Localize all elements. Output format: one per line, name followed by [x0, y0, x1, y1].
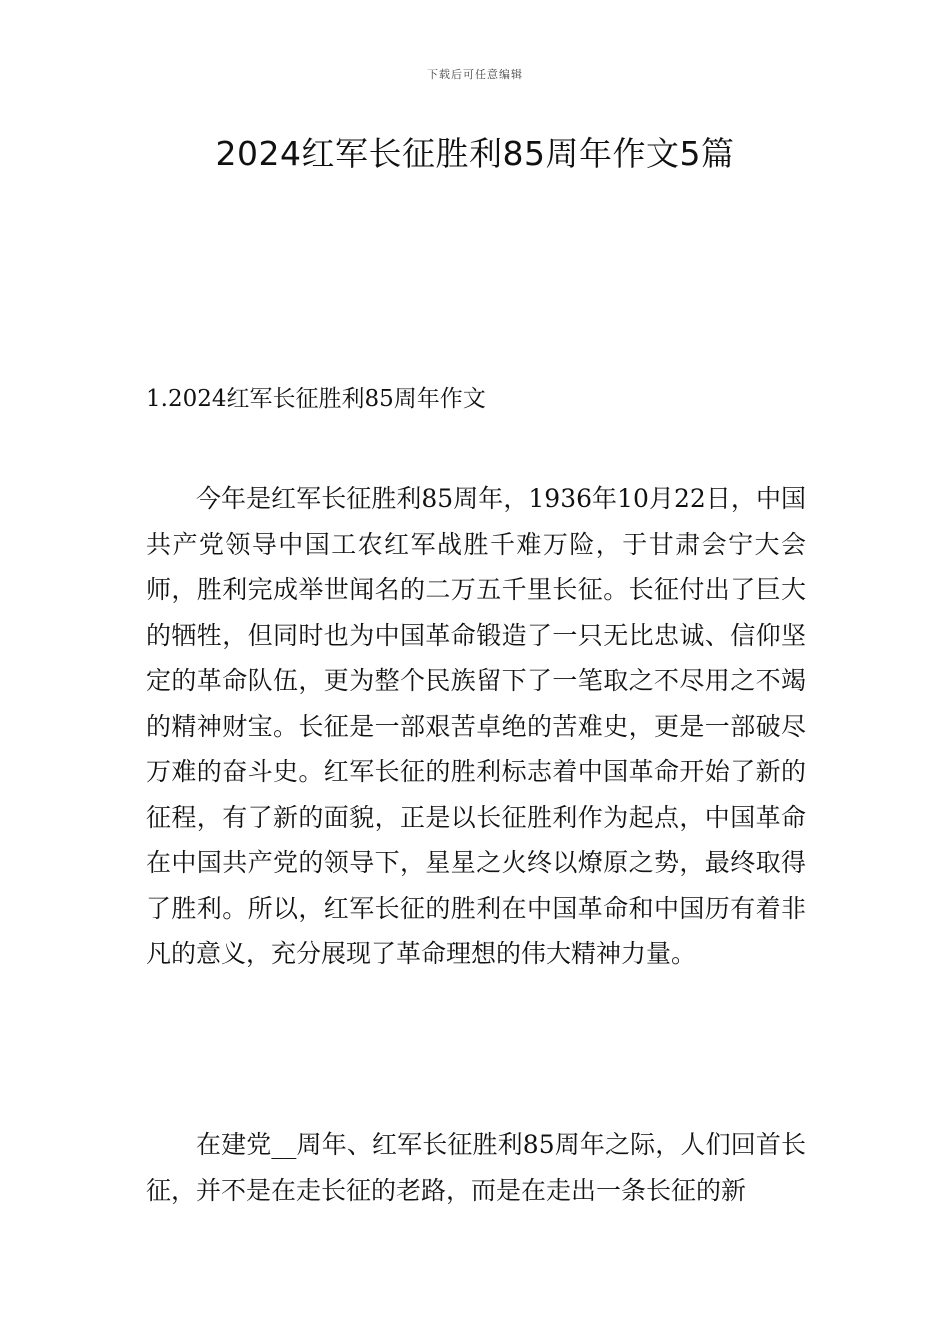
section-heading: 1.2024红军长征胜利85周年作文	[146, 386, 486, 412]
body-paragraph-2: 在建党__周年、红军长征胜利85周年之际，人们回首长征，并不是在走长征的老路，而是在走出一条长征的新	[146, 1130, 806, 1205]
header-note: 下载后可任意编辑	[427, 68, 523, 81]
body-paragraph-1: 今年是红军长征胜利85周年，1936年10月22日，中国共产党领导中国工农红军战胜千难万险，于甘肃会宁大会师，胜利完成举世闻名的二万五千里长征。长征付出了巨大的牺牲，但同时也为中国革命锻造了一只无比忠诚、信仰坚定的革命队伍，更为整个民族留下了一笔取之不尽用之不竭的精神财宝。长征是一部艰苦卓绝的苦难史，更是一部破尽万难的奋斗史。红军长征的胜利标志着中国革命开始了新的征程，有了新的面貌，正是以长征胜利作为起点，中国革命在中国共产党的领导下，星星之火终以燎原之势，最终取得了胜利。所以，红军长征的胜利在中国革命和中国历有着非凡的意义，充分展现了革命理想的伟大精神力量。	[146, 484, 806, 968]
document-title: 2024红军长征胜利85周年作文5篇	[215, 134, 735, 173]
